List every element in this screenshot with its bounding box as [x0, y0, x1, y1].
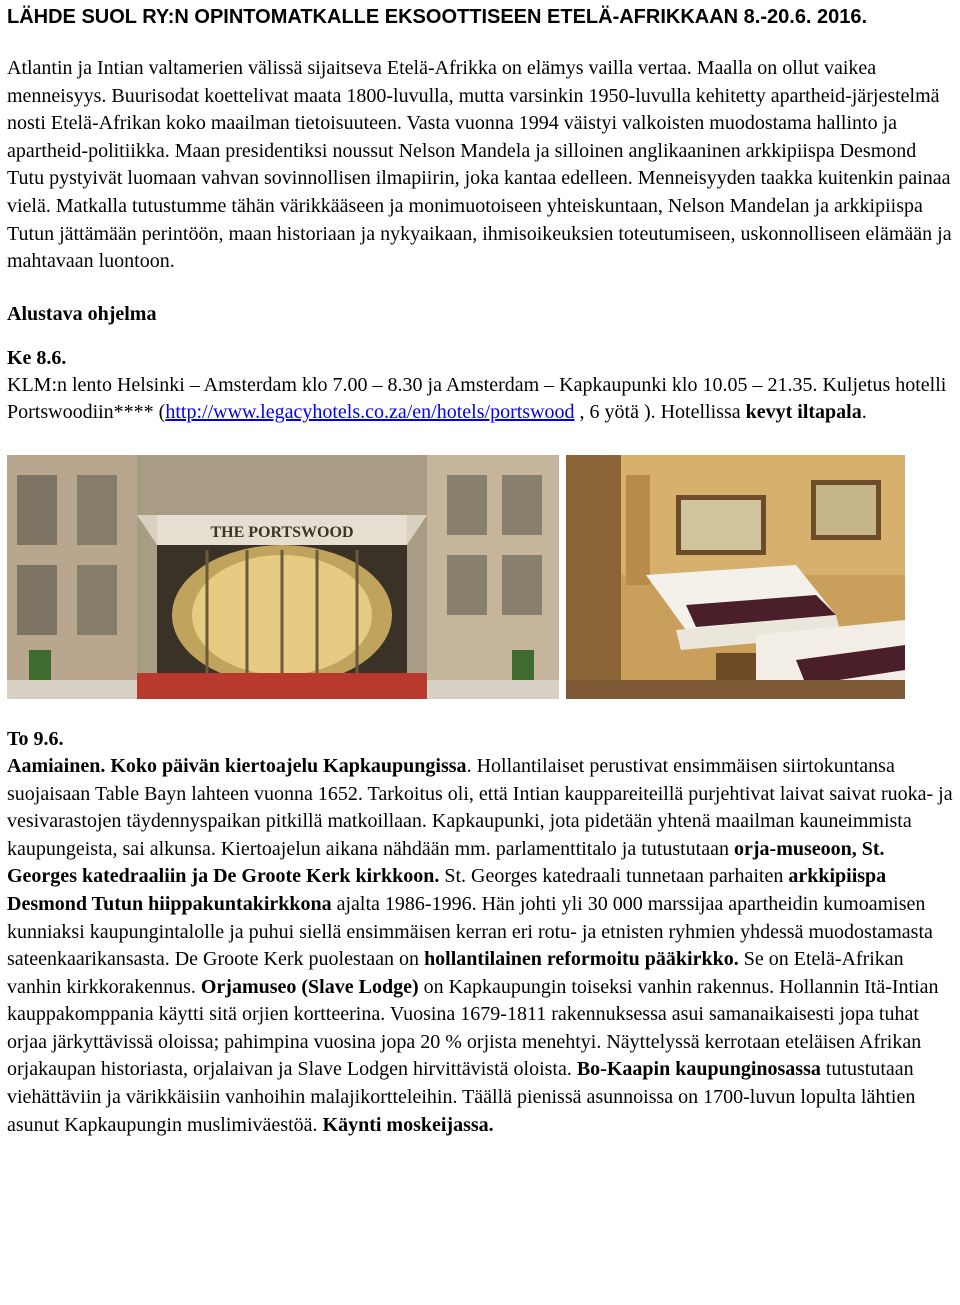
day2-t2: St. Georges katedraali tunnetaan parhaiten	[439, 865, 789, 888]
day1-paragraph	[7, 372, 953, 427]
hotel-entrance-illustration	[7, 455, 559, 699]
day1-heading: Ke 8.6.	[7, 346, 67, 369]
hotel-room-photo	[566, 455, 905, 699]
day2-b6: Bo-Kaapin kaupunginosassa	[576, 1058, 821, 1081]
hotel-room-illustration	[566, 455, 905, 699]
intro-paragraph: Atlantin ja Intian valtamerien välissä sijaitseva Etelä-Afrikka on elämys vailla vertaa. Maalla on ollut vaikea menneisyys. Buurisodat koettelivat maata 1800-luvulla, mutta varsinkin 1950-luvulla kehitetty apartheid-järjestelmä nosti Etelä-Afrikan koko maailman tietoisuuteen. Vasta vuonna 1994 väistyi valkoisten muodostama hallinto ja apartheid-politiikka. Maan presidentiksi noussut Nelson Mandela ja silloinen anglikaaninen arkkipiispa Desmond Tutu pystyivät luomaan vahvan sovinnollisen ilmapiirin, joka kantaa edelleen. Menneisyyden taakka kuitenkin painaa vielä. Matkalla tutustumme tähän värikkääseen ja monimuotoiseen yhteiskuntaan, Nelson Mandelan ja arkkipiispa Tutun jättämään perintöön, maan historiaan ja nykyaikaan, ihmisoikeuksien toteutumiseen, uskonnolliseen elämään ja mahtavaan luontoon.	[7, 57, 952, 273]
day2-b5: Orjamuseo (Slave Lodge)	[200, 975, 419, 998]
program-heading: Alustava ohjelma	[7, 302, 157, 325]
day2-heading: To 9.6.	[7, 727, 64, 750]
photo-row	[7, 455, 953, 705]
day2-b1: Aamiainen. Koko päivän kiertoajelu Kapkaupungissa	[7, 754, 467, 777]
hotel-entrance-photo	[7, 455, 559, 699]
day2-t1: . Hollantilaiset perustivat ensimmäisen siirtokuntansa suojaisaan Table Bayn lahteen vuonna 1652. Tarkoitus oli, että Intian kauppareiteillä purjehtivat laivat saivat ruoka- ja vesivarastojen täydennyspaikan pitkillä matkoillaan. Kapkaupunki, jota pidetään yhtenä maailman kauneimmista kaupungeista, sai alkunsa. Kiertoajelun aikana nähdään mm. parlamenttitalo ja tutustutaan	[7, 754, 953, 860]
day1-text-b: , 6 yötä ). Hotellissa	[574, 401, 746, 424]
day2-t5: on Kapkaupungin toiseksi vanhin rakennus. Hollannin Itä-Intian kauppakomppania käytti sitä orjien kortteerina. Vuosina 1679-1811 rakennuksessa asui samanaikaisesti jopa tuhat orjaa järkyttävissä oloissa; pahimpina vuosina jopa 20 % orjista menehtyi. Näyttelyssä kerrotaan eteläisen Afrikan orjakaupan historiasta, orjalaivan ja Slave Lodgen hirvittävistä oloista.	[7, 975, 939, 1081]
hotel-link[interactable]: http://www.legacyhotels.co.za/en/hotels/portswood	[165, 401, 575, 424]
day2-t6: tutustutaan viehättäviin ja värikkäisiin vanhoihin malajikortteleihin. Täällä pienissä asunnoissa on 1700-luvun lopulta lähtien asunut Kapkaupungin muslimiväestöä.	[7, 1058, 916, 1136]
document-page	[7, 0, 953, 1139]
day1-period: .	[861, 401, 867, 424]
day2-b4: hollantilainen reformoitu pääkirkko.	[424, 948, 739, 971]
day2-b7: Käynti moskeijassa.	[322, 1113, 494, 1136]
hotel-sign: THE PORTSWOOD	[210, 523, 354, 541]
day2-paragraph	[7, 753, 953, 1139]
document-title: LÄHDE SUOL RY:N OPINTOMATKALLE EKSOOTTISEEN ETELÄ-AFRIKKAAN 8.-20.6. 2016.	[7, 6, 868, 28]
day2-b3: arkkipiispa Desmond Tutun hiippakuntakirkkona	[7, 865, 887, 915]
day2-b2: orja-museoon, St. Georges katedraaliin ja De Groote Kerk kirkkoon.	[7, 837, 885, 888]
day2-t3: ajalta 1986-1996. Hän johti yli 30 000 marssijaa apartheidin kumoamisen kunniaksi kaupungintalolle ja puhui siellä ensimmäisen kerran eri rotu- ja etnisten ryhmien yhdessä muodostamasta sateenkaarikansasta. De Groote Kerk puolestaan on	[7, 892, 933, 971]
day2-t4: Se on Etelä-Afrikan vanhin kirkkorakennus.	[7, 948, 904, 998]
day1-text-a: KLM:n lento Helsinki – Amsterdam klo 7.00 – 8.30 ja Amsterdam – Kapkaupunki klo 10.05 – 21.35. Kuljetus hotelli Portswoodiin**** (	[7, 373, 947, 424]
day1-bold-end: kevyt iltapala	[745, 401, 862, 424]
